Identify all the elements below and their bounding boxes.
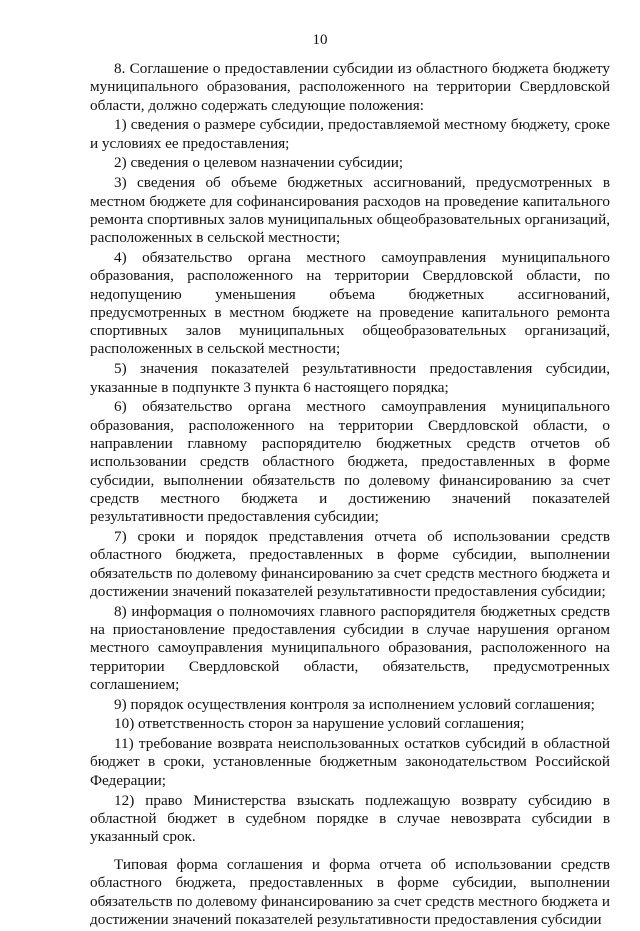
list-item-12: 12) право Министерства взыскать подлежащую возврату субсидию в областной бюджет в судебном порядке в случае невозврата субсидии в указанный срок. — [90, 791, 610, 846]
paragraph-typical-form: Типовая форма соглашения и форма отчета об использовании средств областного бюджета, предоставленных в форме субсидии, выполнении обязательств по долевому финансированию за счет средств местного бюджета и достижении значений показателей результативности предоставления субсидии — [90, 855, 610, 928]
list-item-6: 6) обязательство органа местного самоуправления муниципального образования, расположенного на территории Свердловской области, о направлении главному распорядителю бюджетных средств отчетов об использовании средств областного бюджета, предоставленных в форме субсидии, выполнении обязательств по долевому финансированию за счет средств местного бюджета и достижению значений показателей результативности предоставления субсидии; — [90, 398, 610, 526]
list-item-2: 2) сведения о целевом назначении субсидии; — [114, 154, 404, 172]
list-item-10: 10) ответственность сторон за нарушение условий соглашения; — [114, 715, 525, 733]
list-item-3: 3) сведения об объеме бюджетных ассигнований, предусмотренных в местном бюджете для софинансирования расходов на проведение капитального ремонта спортивных залов муниципальных общеобразовательных организаций, расположенных в сельской местности; — [90, 174, 610, 247]
list-item-9: 9) порядок осуществления контроля за исполнением условий соглашения; — [114, 695, 595, 713]
list-item-4: 4) обязательство органа местного самоуправления муниципального образования, расположенного на территории Свердловской области, по недопущению уменьшения объема бюджетных ассигнований, предусмотренных в местном бюджете на проведение капитального ремонта спортивных залов муниципальных общеобразовательных организаций, расположенных в сельской местности; — [90, 248, 610, 358]
list-item-11: 11) требование возврата неиспользованных остатков субсидий в областной бюджет в сроки, установленные бюджетным законодательством Российской Федерации; — [90, 735, 610, 789]
list-item-5: 5) значения показателей результативности предоставления субсидии, указанные в подпункте 3 пункта 6 настоящего порядка; — [90, 360, 610, 396]
page-number: 10 — [312, 32, 328, 48]
paragraph-8-intro: 8. Соглашение о предоставлении субсидии из областного бюджета бюджету муниципального образования, расположенного на территории Свердловской области, должно содержать следующие положения: — [90, 60, 610, 114]
paragraph-gap — [90, 848, 610, 856]
document-body — [90, 60, 610, 931]
list-item-1: 1) сведения о размере субсидии, предоставляемой местному бюджету, сроке и условиях ее предоставления; — [90, 116, 610, 152]
list-item-7: 7) сроки и порядок представления отчета об использовании средств областного бюджета, предоставленных в форме субсидии, выполнении обязательств по долевому финансированию за счет средств местного бюджета и достижении значений показателей результативности предоставления субсидии; — [90, 527, 610, 600]
list-item-8: 8) информация о полномочиях главного распорядителя бюджетных средств на приостановление предоставления субсидии в случае нарушения органом местного самоуправления муниципального образования, расположенного на территории Свердловской области, обязательств, предусмотренных соглашением; — [90, 602, 610, 693]
